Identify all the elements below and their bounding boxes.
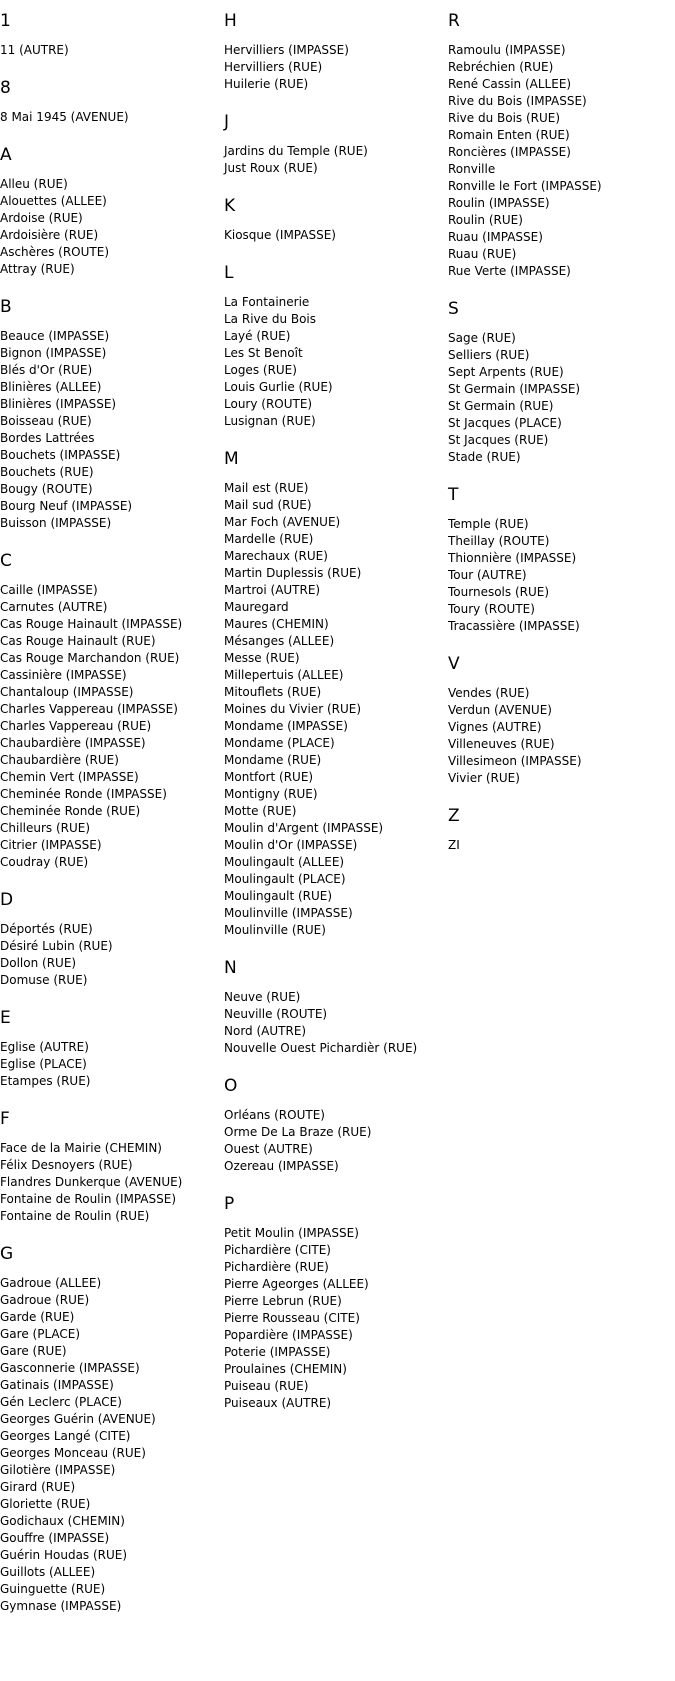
letter-heading: C <box>0 551 12 571</box>
street-item: Blés d'Or (RUE) <box>0 363 93 377</box>
street-item: Lusignan (RUE) <box>224 414 316 428</box>
street-item: Chilleurs (RUE) <box>0 821 91 835</box>
street-item: Alouettes (ALLEE) <box>0 194 107 208</box>
letter-group <box>448 298 670 466</box>
street-item: Félix Desnoyers (RUE) <box>0 1158 133 1172</box>
letter-group <box>224 1193 446 1412</box>
street-item: Martroi (AUTRE) <box>224 583 321 597</box>
street-item: Moulingault (PLACE) <box>224 872 346 886</box>
street-item: Moulinville (RUE) <box>224 923 326 937</box>
letter-heading: 8 <box>0 78 11 98</box>
street-item: Girard (RUE) <box>0 1480 76 1494</box>
street-item: Bourg Neuf (IMPASSE) <box>0 499 133 513</box>
street-item: Blinières (IMPASSE) <box>0 397 117 411</box>
street-item: Mar Foch (AVENUE) <box>224 515 341 529</box>
letter-heading: K <box>224 196 236 216</box>
letter-heading: R <box>448 11 460 31</box>
street-item: Poterie (IMPASSE) <box>224 1345 331 1359</box>
street-item: Gadroue (ALLEE) <box>0 1276 102 1290</box>
street-item: Romain Enten (RUE) <box>448 128 570 142</box>
street-item: St Germain (RUE) <box>448 399 554 413</box>
street-list <box>0 42 222 59</box>
street-list <box>0 1140 222 1225</box>
letter-heading: Z <box>448 806 460 826</box>
street-item: Puiseaux (AUTRE) <box>224 1396 332 1410</box>
street-item: Bignon (IMPASSE) <box>0 346 107 360</box>
street-item: Ardoise (RUE) <box>0 211 83 225</box>
street-item: Ardoisière (RUE) <box>0 228 99 242</box>
letter-heading: D <box>0 890 14 910</box>
street-item: Martin Duplessis (RUE) <box>224 566 362 580</box>
street-item: Thionnière (IMPASSE) <box>448 551 577 565</box>
street-item: Ronville <box>448 162 496 176</box>
street-list <box>224 143 446 177</box>
street-item: Gilotière (IMPASSE) <box>0 1463 116 1477</box>
street-item: Ruau (RUE) <box>448 247 517 261</box>
street-item: Mail sud (RUE) <box>224 498 312 512</box>
street-list <box>224 480 446 939</box>
street-item: Pierre Lebrun (RUE) <box>224 1294 342 1308</box>
street-item: Fontaine de Roulin (RUE) <box>0 1209 150 1223</box>
street-item: Eglise (AUTRE) <box>0 1040 89 1054</box>
street-item: Alleu (RUE) <box>0 177 68 191</box>
street-item: Gatinais (IMPASSE) <box>0 1378 114 1392</box>
street-list <box>0 1039 222 1090</box>
letter-group <box>0 1243 222 1615</box>
street-item: Pichardière (RUE) <box>224 1260 329 1274</box>
street-list <box>224 1225 446 1412</box>
street-item: Motte (RUE) <box>224 804 297 818</box>
street-item: Petit Moulin (IMPASSE) <box>224 1226 359 1240</box>
street-item: Loges (RUE) <box>224 363 297 377</box>
street-item: Mondame (IMPASSE) <box>224 719 348 733</box>
street-item: Chemin Vert (IMPASSE) <box>0 770 139 784</box>
street-item: Vendes (RUE) <box>448 686 530 700</box>
street-item: Montfort (RUE) <box>224 770 314 784</box>
street-item: Citrier (IMPASSE) <box>0 838 102 852</box>
street-item: Jardins du Temple (RUE) <box>224 144 368 158</box>
street-item: La Rive du Bois <box>224 312 317 326</box>
street-item: Cheminée Ronde (RUE) <box>0 804 141 818</box>
street-list <box>0 582 222 871</box>
street-item: St Jacques (PLACE) <box>448 416 562 430</box>
letter-heading: O <box>224 1076 238 1096</box>
street-item: Nouvelle Ouest Pichardièr (RUE) <box>224 1041 418 1055</box>
street-item: Sage (RUE) <box>448 331 516 345</box>
street-item: Guillots (ALLEE) <box>0 1565 96 1579</box>
letter-group <box>224 111 446 177</box>
street-item: Attray (RUE) <box>0 262 75 276</box>
street-item: Ouest (AUTRE) <box>224 1142 313 1156</box>
street-item: Aschères (ROUTE) <box>0 245 110 259</box>
street-item: Nord (AUTRE) <box>224 1024 307 1038</box>
street-item: Rebréchien (RUE) <box>448 60 554 74</box>
letter-group <box>0 10 222 59</box>
street-item: ZI <box>448 838 460 852</box>
letter-group <box>0 296 222 532</box>
street-item: Ronville le Fort (IMPASSE) <box>448 179 602 193</box>
letter-heading: N <box>224 958 237 978</box>
street-item: La Fontainerie <box>224 295 310 309</box>
street-item: Popardière (IMPASSE) <box>224 1328 353 1342</box>
letter-heading: T <box>448 485 459 505</box>
street-item: Mondame (PLACE) <box>224 736 335 750</box>
street-item: Moulingault (ALLEE) <box>224 855 345 869</box>
street-list <box>448 330 670 466</box>
street-item: Kiosque (IMPASSE) <box>224 228 336 242</box>
street-item: Pichardière (CITE) <box>224 1243 331 1257</box>
street-item: Moulinville (IMPASSE) <box>224 906 353 920</box>
street-item: Mondame (RUE) <box>224 753 322 767</box>
street-item: Pierre Rousseau (CITE) <box>224 1311 360 1325</box>
street-item: Caille (IMPASSE) <box>0 583 98 597</box>
street-item: Gloriette (RUE) <box>0 1497 91 1511</box>
street-item: Gymnase (IMPASSE) <box>0 1599 122 1613</box>
letter-heading: G <box>0 1244 14 1264</box>
street-item: Chaubardière (IMPASSE) <box>0 736 146 750</box>
street-item: Gadroue (RUE) <box>0 1293 90 1307</box>
street-item: Orme De La Braze (RUE) <box>224 1125 372 1139</box>
letter-group <box>224 1075 446 1175</box>
letter-group <box>0 550 222 871</box>
street-list <box>0 176 222 278</box>
street-item: Boisseau (RUE) <box>0 414 92 428</box>
street-item: Loury (ROUTE) <box>224 397 313 411</box>
letter-heading: H <box>224 11 237 31</box>
street-item: Tracassière (IMPASSE) <box>448 619 580 633</box>
street-item: Sept Arpents (RUE) <box>448 365 564 379</box>
street-item: Eglise (PLACE) <box>0 1057 87 1071</box>
street-item: Orléans (ROUTE) <box>224 1108 325 1122</box>
street-index-column-3 <box>448 10 670 872</box>
street-item: Ozereau (IMPASSE) <box>224 1159 339 1173</box>
street-item: Mauregard <box>224 600 289 614</box>
street-item: Neuville (ROUTE) <box>224 1007 328 1021</box>
street-item: Gare (RUE) <box>0 1344 67 1358</box>
letter-heading: A <box>0 145 12 165</box>
street-item: Proulaines (CHEMIN) <box>224 1362 347 1376</box>
letter-heading: B <box>0 297 12 317</box>
street-item: Toury (ROUTE) <box>448 602 535 616</box>
street-list <box>224 227 446 244</box>
street-item: Theillay (ROUTE) <box>448 534 550 548</box>
street-item: Cheminée Ronde (IMPASSE) <box>0 787 167 801</box>
letter-heading: P <box>224 1194 235 1214</box>
street-item: Rue Verte (IMPASSE) <box>448 264 571 278</box>
street-item: Etampes (RUE) <box>0 1074 91 1088</box>
street-list <box>224 989 446 1057</box>
street-list <box>0 328 222 532</box>
street-item: Chantaloup (IMPASSE) <box>0 685 134 699</box>
street-item: Selliers (RUE) <box>448 348 530 362</box>
street-item: Déportés (RUE) <box>0 922 93 936</box>
letter-group <box>448 805 670 854</box>
street-index-column-1 <box>0 10 222 1633</box>
street-item: Mail est (RUE) <box>224 481 309 495</box>
street-item: Buisson (IMPASSE) <box>0 516 112 530</box>
street-item: Bordes Lattrées <box>0 431 95 445</box>
street-item: Bouchets (IMPASSE) <box>0 448 121 462</box>
street-item: Cas Rouge Marchandon (RUE) <box>0 651 180 665</box>
street-item: Messe (RUE) <box>224 651 300 665</box>
street-item: Mitouflets (RUE) <box>224 685 322 699</box>
letter-group <box>0 1108 222 1225</box>
street-item: Layé (RUE) <box>224 329 291 343</box>
street-item: Millepertuis (ALLEE) <box>224 668 344 682</box>
street-item: Dollon (RUE) <box>0 956 77 970</box>
street-item: Flandres Dunkerque (AVENUE) <box>0 1175 183 1189</box>
street-item: Georges Langé (CITE) <box>0 1429 131 1443</box>
street-item: Villesimeon (IMPASSE) <box>448 754 582 768</box>
street-item: Bouchets (RUE) <box>0 465 94 479</box>
letter-group <box>224 195 446 244</box>
street-item: Coudray (RUE) <box>0 855 89 869</box>
street-item: Garde (RUE) <box>0 1310 75 1324</box>
street-list <box>224 294 446 430</box>
street-item: Vignes (AUTRE) <box>448 720 542 734</box>
street-item: Louis Gurlie (RUE) <box>224 380 333 394</box>
letter-group <box>224 957 446 1057</box>
street-list <box>224 42 446 93</box>
street-item: Moines du Vivier (RUE) <box>224 702 362 716</box>
street-item: Gare (PLACE) <box>0 1327 81 1341</box>
street-item: Pierre Ageorges (ALLEE) <box>224 1277 369 1291</box>
street-item: Montigny (RUE) <box>224 787 318 801</box>
street-item: Charles Vappereau (IMPASSE) <box>0 702 178 716</box>
street-item: Gén Leclerc (PLACE) <box>0 1395 122 1409</box>
street-item: Moulin d'Or (IMPASSE) <box>224 838 358 852</box>
letter-group <box>448 653 670 787</box>
street-item: St Germain (IMPASSE) <box>448 382 581 396</box>
street-list <box>448 837 670 854</box>
letter-heading: L <box>224 263 234 283</box>
street-item: Rive du Bois (IMPASSE) <box>448 94 587 108</box>
street-item: Villeneuves (RUE) <box>448 737 555 751</box>
street-item: Mardelle (RUE) <box>224 532 314 546</box>
letter-group <box>224 262 446 430</box>
street-item: Vivier (RUE) <box>448 771 520 785</box>
street-item: Just Roux (RUE) <box>224 161 318 175</box>
street-item: Face de la Mairie (CHEMIN) <box>0 1141 162 1155</box>
street-item: Cas Rouge Hainault (RUE) <box>0 634 156 648</box>
street-item: Huilerie (RUE) <box>224 77 309 91</box>
street-item: Ruau (IMPASSE) <box>448 230 543 244</box>
letter-group <box>0 77 222 126</box>
street-item: Mésanges (ALLEE) <box>224 634 335 648</box>
street-item: St Jacques (RUE) <box>448 433 549 447</box>
street-item: René Cassin (ALLEE) <box>448 77 572 91</box>
street-item: Guinguette (RUE) <box>0 1582 106 1596</box>
street-item: Roncières (IMPASSE) <box>448 145 571 159</box>
street-item: Fontaine de Roulin (IMPASSE) <box>0 1192 177 1206</box>
letter-group <box>224 10 446 93</box>
street-item: Hervilliers (IMPASSE) <box>224 43 349 57</box>
street-list <box>448 42 670 280</box>
street-item: Domuse (RUE) <box>0 973 88 987</box>
street-item: Maures (CHEMIN) <box>224 617 329 631</box>
street-item: Moulingault (RUE) <box>224 889 333 903</box>
street-list <box>448 685 670 787</box>
street-list <box>0 1275 222 1615</box>
street-item: Beauce (IMPASSE) <box>0 329 110 343</box>
street-item: Roulin (RUE) <box>448 213 523 227</box>
letter-group <box>0 889 222 989</box>
street-item: Gouffre (IMPASSE) <box>0 1531 110 1545</box>
letter-group <box>448 10 670 280</box>
letter-heading: M <box>224 449 239 469</box>
street-item: Neuve (RUE) <box>224 990 301 1004</box>
street-item: Roulin (IMPASSE) <box>448 196 550 210</box>
street-item: Tournesols (RUE) <box>448 585 550 599</box>
letter-group <box>0 1007 222 1090</box>
letter-group <box>0 144 222 278</box>
street-item: Georges Monceau (RUE) <box>0 1446 146 1460</box>
street-item: Désiré Lubin (RUE) <box>0 939 113 953</box>
street-item: Verdun (AVENUE) <box>448 703 552 717</box>
letter-heading: V <box>448 654 460 674</box>
street-item: Blinières (ALLEE) <box>0 380 102 394</box>
street-item: Marechaux (RUE) <box>224 549 328 563</box>
street-index-column-2 <box>224 10 446 1430</box>
street-item: Stade (RUE) <box>448 450 521 464</box>
street-item: Puiseau (RUE) <box>224 1379 309 1393</box>
street-list <box>0 921 222 989</box>
letter-heading: 1 <box>0 11 11 31</box>
letter-group <box>448 484 670 635</box>
street-item: Bougy (ROUTE) <box>0 482 93 496</box>
street-item: Godichaux (CHEMIN) <box>0 1514 125 1528</box>
street-list <box>0 109 222 126</box>
street-item: Cassinière (IMPASSE) <box>0 668 127 682</box>
street-item: Georges Guérin (AVENUE) <box>0 1412 156 1426</box>
letter-group <box>224 448 446 939</box>
letter-heading: S <box>448 299 459 319</box>
street-item: Chaubardière (RUE) <box>0 753 119 767</box>
street-item: Moulin d'Argent (IMPASSE) <box>224 821 384 835</box>
street-item: Les St Benoît <box>224 346 303 360</box>
street-item: Charles Vappereau (RUE) <box>0 719 152 733</box>
letter-heading: J <box>224 112 230 132</box>
street-item: Carnutes (AUTRE) <box>0 600 108 614</box>
street-item: 11 (AUTRE) <box>0 43 69 57</box>
street-item: Tour (AUTRE) <box>448 568 527 582</box>
street-list <box>224 1107 446 1175</box>
street-item: Temple (RUE) <box>448 517 529 531</box>
street-list <box>448 516 670 635</box>
letter-heading: E <box>0 1008 11 1028</box>
street-item: Rive du Bois (RUE) <box>448 111 561 125</box>
street-item: Cas Rouge Hainault (IMPASSE) <box>0 617 183 631</box>
street-item: Ramoulu (IMPASSE) <box>448 43 566 57</box>
street-item: Guérin Houdas (RUE) <box>0 1548 128 1562</box>
street-item: Hervilliers (RUE) <box>224 60 323 74</box>
letter-heading: F <box>0 1109 10 1129</box>
street-item: 8 Mai 1945 (AVENUE) <box>0 110 129 124</box>
street-item: Gasconnerie (IMPASSE) <box>0 1361 140 1375</box>
